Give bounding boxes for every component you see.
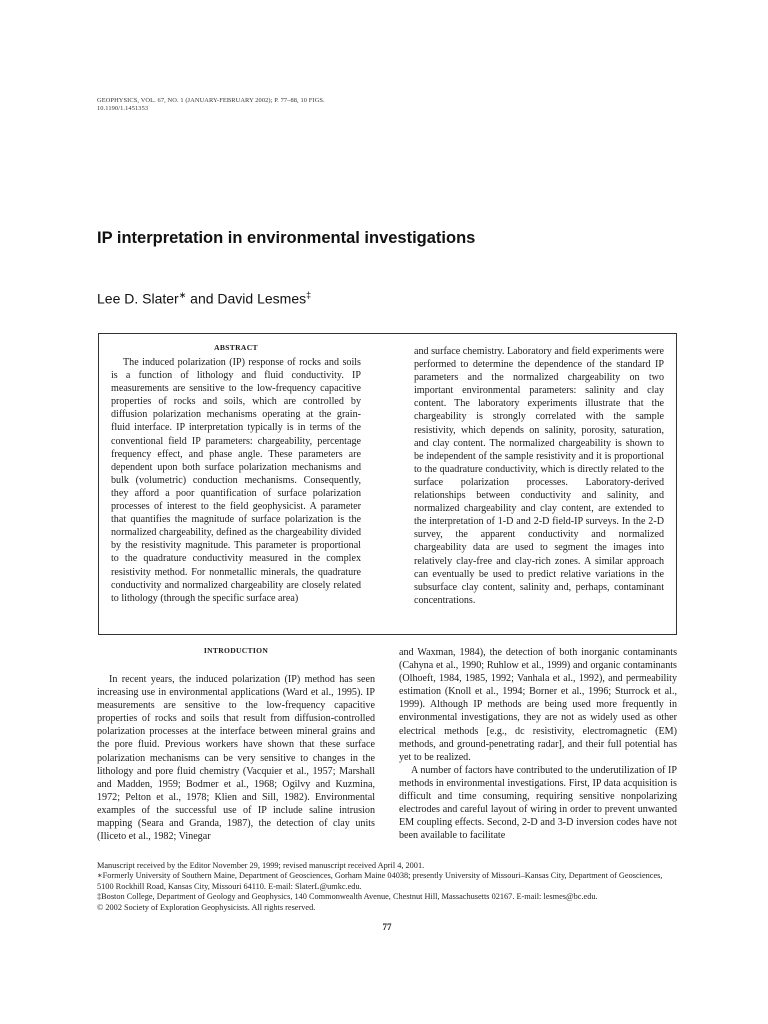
author-affiliation-note: ‡Boston College, Department of Geology and Geophysics, 140 Commonwealth Avenue, Chestnut Hill, Massachusetts 02167. E-mail: lesmes@bc.edu. <box>97 892 598 902</box>
author-conjunction: and <box>186 290 218 307</box>
abstract-right-column <box>414 345 664 607</box>
author-footnote-mark: ‡ <box>306 290 312 300</box>
page-number: 77 <box>382 922 392 932</box>
abstract-left-column <box>111 342 361 605</box>
paper-title: IP interpretation in environmental investigations <box>97 229 476 247</box>
manuscript-received-note: Manuscript received by the Editor November 29, 1999; revised manuscript received April 4, 2001. <box>97 861 425 870</box>
footnotes <box>97 861 679 913</box>
abstract-text: The induced polarization (IP) response of rocks and soils is a function of lithology and fluid conductivity. IP measurements are sensitive to the low-frequency capacitive properties of rocks and soils, which are controlled by diffusion polarization mechanisms operating at the grain-fluid interface. IP interpretation typically is in terms of the conventional field IP parameters: chargeability, percentage frequency effect, and phase angle. These parameters are dependent upon both surface polarization mechanisms and bulk (volumetric) conduction mechanisms. Consequently, they afford a poor quantification of surface polarization processes of interest to the field geophysicist. A parameter that quantifies the magnitude of surface polarization is the normalized chargeability, defined as the chargeability divided by the resistivity magnitude. This parameter is proportional to the quadrature conductivity measured in the complex resistivity method. For nonmetallic minerals, the quadrature conductivity and normalized chargeability are closely related to lithology (through the specific surface area) <box>111 357 361 604</box>
author-line <box>97 290 697 307</box>
journal-citation: GEOPHYSICS, VOL. 67, NO. 1 (JANUARY-FEBRUARY 2002); P. 77–88, 10 FIGS. <box>97 97 325 104</box>
author-name: David Lesmes <box>217 290 307 307</box>
introduction-right-column <box>399 646 677 842</box>
doi: 10.1190/1.1451353 <box>97 105 149 112</box>
introduction-heading: INTRODUCTION <box>203 646 269 655</box>
abstract-heading: ABSTRACT <box>214 343 258 352</box>
body-paragraph: In recent years, the induced polarization (IP) method has seen increasing use in environmental applications (Ward et al., 1995). IP measurements are sensitive to the low-frequency capacitive properties of rocks and soils that result from diffusion-controlled polarization processes at the interface between mineral grains and the pore fluid. Previous workers have shown that these surface polarization mechanisms can be very sensitive to changes in the lithology and pore fluid chemistry (Vacquier et al., 1957; Marshall and Madden, 1959; Bodmer et al., 1968; Ogilvy and Kuzmina, 1972; Pelton et al., 1978; Klien and Sill, 1982). Environmental examples of the successful use of IP include saline intrusion mapping (Seara and Granda, 1987), the detection of clay units (Iliceto et al., 1982; Vinegar <box>97 674 375 843</box>
abstract-text: and surface chemistry. Laboratory and field experiments were performed to determine the dependence of the standard IP parameters and the normalized chargeability on two important environmental parameters: salinity and clay content. The laboratory experiments illustrate that the chargeability is strongly correlated with the sample resistivity, which depends on salinity, porosity, saturation, and clay content. The normalized chargeability is shown to be independent of the sample resistivity and it is proportional to the quadrature conductivity, which is directly related to the surface polarization processes. Laboratory-derived relationships between conductivity and salinity, and normalized chargeability and clay content, are extended to the interpretation of 1-D and 2-D field-IP surveys. In the 2-D survey, the apparent conductivity and normalized chargeability data are used to segment the images into relatively clay-free and clay-rich zones. A similar approach can eventually be used to predict relative variations in the subsurface clay content, salinity and, perhaps, contaminant concentrations. <box>414 346 664 606</box>
author-footnote-mark: ∗ <box>178 290 187 300</box>
author-affiliation-note: ∗Formerly University of Southern Maine, Department of Geosciences, Gorham Maine 04038; presently University of Missouri–Kansas City, Department of Geosciences, 5100 Rockhill Road, Kansas City, Missouri 64110. E-mail: SlaterL@umkc.edu. <box>97 871 663 891</box>
copyright-note: © 2002 Society of Exploration Geophysicists. All rights reserved. <box>97 902 316 912</box>
introduction-left-column <box>97 645 375 843</box>
journal-header <box>97 97 497 113</box>
author-name: Lee D. Slater <box>97 290 179 307</box>
body-paragraph: and Waxman, 1984), the detection of both inorganic contaminants (Cahyna et al., 1990; Ruhlow et al., 1999) and organic contaminants (Olhoeft, 1984, 1985, 1992; Vanhala et al., 1992), and permeability estimation (Knoll et al., 1994; Borner et al., 1996; Sturrock et al., 1999). Although IP methods are being used more frequently in environmental investigations, they are not as widely used as other electrical methods [e.g., dc resistivity, electromagnetic (EM) methods, and ground-penetrating radar], and their full potential has yet to be realized. <box>399 647 677 763</box>
body-paragraph: A number of factors have contributed to the underutilization of IP methods in environmental investigations. First, IP data acquisition is difficult and time consuming, requiring sensitive nonpolarizing electrodes and careful layout of wiring in order to prevent unwanted EM coupling effects. Second, 2-D and 3-D inversion codes have not been available to facilitate <box>399 764 677 842</box>
